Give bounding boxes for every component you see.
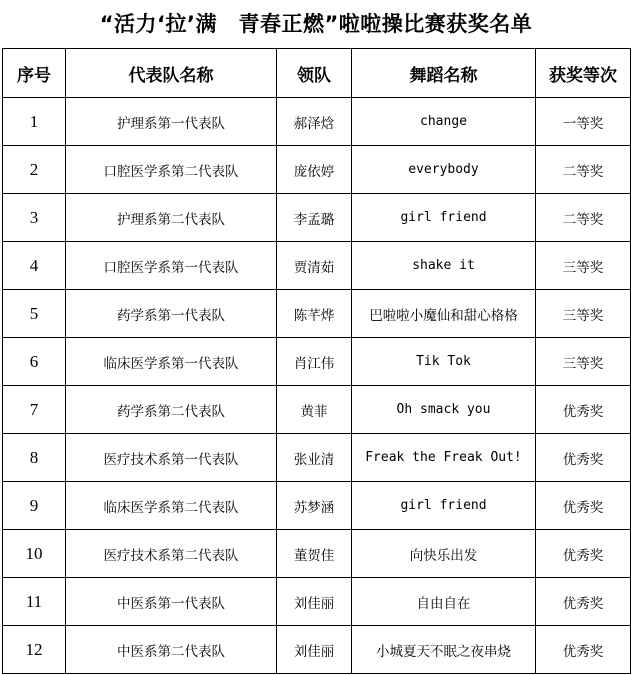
cell-index: 1: [3, 98, 66, 146]
table-row: [3, 386, 631, 434]
cell-leader: 李孟璐: [277, 194, 352, 242]
cell-team: 临床医学系第二代表队: [66, 482, 277, 530]
cell-team: 口腔医学系第一代表队: [66, 242, 277, 290]
cell-dance: Tik Tok: [352, 338, 536, 386]
cell-team: 护理系第一代表队: [66, 98, 277, 146]
cell-index: 10: [3, 530, 66, 578]
cell-dance: Oh smack you: [352, 386, 536, 434]
cell-index: 2: [3, 146, 66, 194]
table-row: [3, 482, 631, 530]
cell-team: 中医系第一代表队: [66, 578, 277, 626]
table-row: [3, 434, 631, 482]
cell-award: 二等奖: [536, 146, 631, 194]
table-row: [3, 146, 631, 194]
cell-dance: change: [352, 98, 536, 146]
cell-dance: shake it: [352, 242, 536, 290]
cell-leader: 张业清: [277, 434, 352, 482]
cell-team: 医疗技术系第二代表队: [66, 530, 277, 578]
cell-team: 药学系第一代表队: [66, 290, 277, 338]
header-award: 获奖等次: [536, 49, 631, 98]
cell-dance: girl friend: [352, 194, 536, 242]
cell-award: 优秀奖: [536, 386, 631, 434]
cell-leader: 庞依婷: [277, 146, 352, 194]
table-row: [3, 578, 631, 626]
cell-index: 8: [3, 434, 66, 482]
cell-index: 12: [3, 626, 66, 674]
cell-award: 优秀奖: [536, 530, 631, 578]
cell-award: 三等奖: [536, 338, 631, 386]
cell-leader: 苏梦涵: [277, 482, 352, 530]
cell-dance: girl friend: [352, 482, 536, 530]
table-row: [3, 98, 631, 146]
cell-award: 优秀奖: [536, 434, 631, 482]
cell-award: 优秀奖: [536, 482, 631, 530]
header-dance: 舞蹈名称: [352, 49, 536, 98]
cell-award: 优秀奖: [536, 578, 631, 626]
cell-leader: 刘佳丽: [277, 626, 352, 674]
cell-team: 口腔医学系第二代表队: [66, 146, 277, 194]
table-row: [3, 338, 631, 386]
cell-leader: 刘佳丽: [277, 578, 352, 626]
table-header-row: [3, 49, 631, 98]
cell-award: 三等奖: [536, 290, 631, 338]
table-row: [3, 242, 631, 290]
cell-dance: Freak the Freak Out!: [352, 434, 536, 482]
cell-team: 中医系第二代表队: [66, 626, 277, 674]
cell-award: 一等奖: [536, 98, 631, 146]
cell-leader: 董贺佳: [277, 530, 352, 578]
cell-dance: 小城夏天不眠之夜串烧: [352, 626, 536, 674]
cell-team: 医疗技术系第一代表队: [66, 434, 277, 482]
cell-dance: 自由自在: [352, 578, 536, 626]
cell-award: 优秀奖: [536, 626, 631, 674]
table-row: [3, 194, 631, 242]
cell-team: 药学系第二代表队: [66, 386, 277, 434]
cell-team: 护理系第二代表队: [66, 194, 277, 242]
table-row: [3, 530, 631, 578]
cell-index: 3: [3, 194, 66, 242]
cell-index: 6: [3, 338, 66, 386]
table-row: [3, 626, 631, 674]
header-index: 序号: [3, 49, 66, 98]
cell-team: 临床医学系第一代表队: [66, 338, 277, 386]
header-team: 代表队名称: [66, 49, 277, 98]
awards-table: [2, 48, 631, 674]
cell-index: 7: [3, 386, 66, 434]
cell-dance: everybody: [352, 146, 536, 194]
cell-leader: 黄菲: [277, 386, 352, 434]
cell-award: 三等奖: [536, 242, 631, 290]
cell-dance: 向快乐出发: [352, 530, 536, 578]
cell-award: 二等奖: [536, 194, 631, 242]
cell-leader: 郝泽焓: [277, 98, 352, 146]
cell-leader: 贾清茹: [277, 242, 352, 290]
cell-index: 9: [3, 482, 66, 530]
cell-index: 5: [3, 290, 66, 338]
cell-leader: 肖江伟: [277, 338, 352, 386]
page-title: “活力‘拉’满 青春正燃”啦啦操比赛获奖名单: [99, 12, 533, 36]
table-row: [3, 290, 631, 338]
header-leader: 领队: [277, 49, 352, 98]
cell-leader: 陈芊烨: [277, 290, 352, 338]
cell-index: 11: [3, 578, 66, 626]
cell-dance: 巴啦啦小魔仙和甜心格格: [352, 290, 536, 338]
cell-index: 4: [3, 242, 66, 290]
